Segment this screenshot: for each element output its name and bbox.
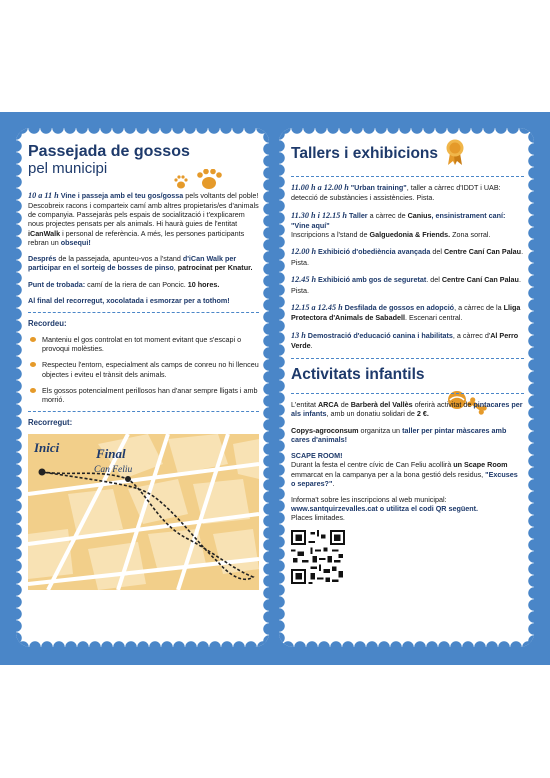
event-text: . Pista.: [291, 247, 524, 267]
event-org: Centre Caní Can Palau: [441, 275, 519, 285]
kids-title: Activitats infantils: [291, 366, 425, 384]
kids-text: de: [338, 400, 351, 410]
scallop-right: [524, 128, 534, 647]
kids-place: Barberà del Vallès: [350, 400, 413, 410]
after-paragraph: [28, 254, 259, 272]
kids-text: oferirà activitat de: [412, 400, 474, 410]
route-label: Recorregut:: [28, 418, 73, 428]
walk-subtitle: pel municipi: [28, 159, 108, 177]
event-text: Inscripcions a l'stand de: [291, 230, 370, 240]
scallop-top: [16, 128, 269, 138]
scallop-right: [259, 128, 269, 647]
scallop-bottom: [279, 637, 534, 647]
event-text: a càrrec de: [367, 210, 408, 220]
remember-list: [28, 335, 259, 404]
event-time: 12.00 h: [291, 247, 317, 257]
meeting-text: camí de la riera de can Poncic.: [85, 279, 188, 289]
divider: [291, 393, 524, 394]
intro-lead: Vine i passeja amb el teu gos/gossa: [60, 190, 184, 200]
kids-highlight: pintacares per als infants: [291, 400, 523, 419]
info-text: Places limitades.: [291, 513, 345, 523]
kids-org: ARCA: [317, 400, 339, 410]
event-org: Al Perro Verde: [291, 330, 519, 351]
after-highlight: d'iCan Walk per participar en el sorteig de bosses de pinso: [28, 254, 237, 273]
website-link[interactable]: www.santquirzevalles.cat o utilitza el codi QR següent.: [291, 504, 479, 514]
end-marker: [125, 476, 131, 482]
divider: [291, 358, 524, 359]
scallop-left: [16, 128, 26, 647]
intro-text2: i personal de referència. A més, les persones participants rebran un: [28, 228, 245, 247]
event-item: [291, 275, 524, 295]
event-highlight: , ensinistrament caní: "Vine aquí": [291, 210, 506, 231]
masks-highlight: taller per pintar màscares amb cares d'animals!: [291, 425, 507, 444]
intro-paragraph: [28, 191, 259, 248]
after-lead: Després: [28, 254, 57, 264]
after-sponsor: patrocinat per Knatur.: [177, 263, 253, 273]
masks-paragraph: [291, 426, 524, 444]
scape-text: emmarcat en la campanya per a la bona gestió dels residus,: [291, 469, 486, 479]
walk-title: Passejada de gossos: [28, 143, 190, 160]
event-org: Lliga Protectora d'Animals de Sabadell: [291, 302, 521, 323]
event-text: , a càrrec d': [452, 330, 491, 340]
event-lead: Taller: [346, 210, 368, 220]
scape-paragraph: [291, 451, 524, 488]
event-item: [291, 183, 524, 203]
event-item: [291, 247, 524, 267]
scape-title: SCAPE ROOM!: [291, 451, 343, 461]
meeting-time: 10 hores.: [187, 279, 220, 289]
masks-text: organitza un: [358, 425, 403, 435]
route-map: [28, 434, 259, 590]
divider: [28, 411, 259, 412]
left-panel: [16, 128, 269, 647]
intro-text: pels voltants del poble! Descobreix racons i comparteix camí amb altres propietaris/es d'animals de companyia. Passejaràs pels espais de socialització i t'explicarem nous projectes pensats per als animals. Hi haurà guies de l'entitat: [28, 190, 259, 229]
scallop-top: [279, 128, 534, 138]
right-panel: [279, 128, 534, 647]
scallop-left: [279, 128, 289, 647]
list-item: Respecteu l'entorn, especialment als camps de conreu no hi llenceu objectes i eviteu el trànsit dels animals.: [28, 360, 259, 378]
kids-paragraph: [291, 400, 524, 418]
closing-text: Al final del recorregut, xocolatada i esmorzar per a tothom!: [28, 295, 230, 305]
event-item: [291, 211, 524, 240]
intro-entity: iCanWalk: [28, 228, 61, 238]
map-streets: [28, 434, 259, 590]
after-text: de la passejada, apunteu-vos a l'stand: [56, 254, 183, 264]
event-text: , taller a càrrec d'IDDT i UAB: detecció de substàncies i assistències. Pista.: [291, 182, 501, 203]
event-time: 13 h: [291, 330, 306, 340]
event-time: 12.15 a 12.45 h: [291, 302, 343, 312]
event-org: Galguedonia & Friends.: [369, 230, 451, 240]
event-lead: "Urban training": [348, 182, 407, 192]
event-lead: Exhibició d'obediència avançada: [316, 247, 431, 257]
event-text: .: [310, 341, 313, 351]
map-end-label: Final: [96, 446, 126, 462]
event-text: . Escenari central.: [404, 313, 463, 323]
start-marker: [39, 469, 46, 476]
event-time: 11.00 h a 12.00 h: [291, 182, 349, 192]
scape-text: .: [332, 478, 335, 488]
event-lead: Exhibició amb gos de seguretat: [316, 275, 427, 285]
divider: [291, 176, 524, 177]
event-lead: Desfilada de gossos en adopció: [342, 302, 455, 312]
list-item: Els gossos potencialment perillosos han d'anar sempre lligats i amb morrió.: [28, 386, 259, 404]
info-paragraph: [291, 495, 524, 523]
intro-time: 10 a 11 h: [28, 190, 59, 200]
scape-bold: un Scape Room: [453, 460, 508, 470]
masks-org: Copys-agroconsum: [291, 425, 359, 435]
workshops-title: Tallers i exhibicions: [291, 145, 439, 162]
map-place-label: Can Feliu: [94, 465, 133, 476]
kids-text: L'entitat: [291, 400, 318, 410]
after-text2: ,: [173, 263, 178, 273]
event-time: 11.30 h i 12.15 h: [291, 210, 347, 220]
meeting-paragraph: [28, 280, 259, 289]
event-lead: Demostració d'educació canina i habilitats: [305, 330, 453, 340]
paw-prints-icon: [173, 169, 223, 195]
event-org: Canius: [407, 210, 432, 220]
qr-code-icon[interactable]: [291, 530, 345, 584]
scape-text: Durant la festa el centre cívic de Can Feliu acollirà: [291, 460, 454, 470]
remember-label: Recordeu:: [28, 319, 67, 329]
event-text: , a càrrec de la: [454, 302, 504, 312]
kids-text: , amb un donatiu solidari de: [326, 409, 417, 419]
event-item: [291, 331, 524, 351]
info-text: Informa't sobre les inscripcions al web municipal:: [291, 494, 447, 504]
divider: [28, 312, 259, 313]
event-text: . Pista.: [291, 275, 521, 295]
map-start-label: Inici: [34, 440, 60, 456]
meeting-label: Punt de trobada:: [28, 279, 86, 289]
list-item: Manteniu el gos controlat en tot moment evitant que s'escapi o provoqui molèsties.: [28, 335, 259, 353]
intro-gift: obsequi!: [60, 237, 91, 247]
kids-price: 2 €.: [416, 409, 429, 419]
event-org: Centre Caní Can Palau: [443, 247, 522, 257]
event-time: 12.45 h: [291, 275, 317, 285]
event-text: . del: [426, 275, 442, 285]
event-text: del: [430, 247, 444, 257]
event-text: Zona sorral.: [450, 230, 491, 240]
scallop-bottom: [16, 637, 269, 647]
event-item: [291, 303, 524, 323]
scape-highlight: "Excuses o separes?": [291, 469, 518, 488]
